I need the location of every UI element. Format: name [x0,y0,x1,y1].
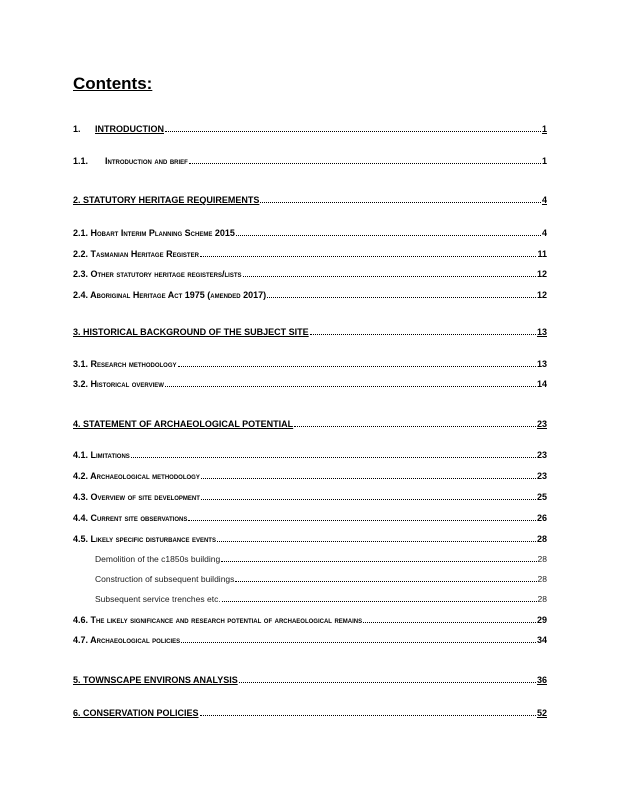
toc-page-number: 23 [536,471,547,481]
dot-leader [217,541,536,542]
toc-entry-label: 4.3. Overview of site development [73,492,200,502]
toc-page-number: 4 [541,195,547,205]
toc-page-number: 34 [536,635,547,645]
toc-page-number: 1 [541,124,547,134]
toc-page-number: 29 [536,615,547,625]
toc-entry-statutory-heritage-requirements[interactable] [73,192,547,206]
toc-entry-label: 2.1. Hobart Interim Planning Scheme 2015 [73,228,235,238]
dot-leader [200,256,537,257]
toc-page-number: 13 [536,327,547,337]
toc-entry-historical-overview[interactable] [73,376,547,390]
toc-page-number: 25 [536,492,547,502]
toc-entry-label: 3.2. Historical overview [73,379,164,389]
toc-entry-aboriginal-heritage-act[interactable] [73,287,547,301]
toc-entry-label: 3.1. Research methodology [73,359,177,369]
toc-page-number: 12 [536,269,547,279]
dot-leader [310,334,536,335]
toc-page-number: 52 [536,708,547,718]
toc-entry-other-statutory-registers[interactable] [73,266,547,280]
toc-entry-label: 2. STATUTORY HERITAGE REQUIREMENTS [73,195,260,205]
toc-page-number: 28 [537,574,547,584]
dot-leader [188,520,536,521]
toc-page-number: 4 [541,228,547,238]
toc-page-number: 13 [536,359,547,369]
dot-leader [178,366,536,367]
toc-entry-label: 4.2. Archaeological methodology [73,471,200,481]
toc-page-number: 11 [537,249,547,259]
toc-page-number: 28 [537,554,547,564]
dot-leader [189,163,541,164]
toc-entry-archaeological-policies[interactable] [73,632,547,646]
toc-entry-conservation-policies[interactable] [73,705,547,719]
dot-leader [181,642,536,643]
dot-leader [294,426,536,427]
toc-page-number: 1 [541,156,547,166]
toc-page-number: 14 [536,379,547,389]
dot-leader [201,478,536,479]
toc-entry-label: 2.2. Tasmanian Heritage Register [73,249,199,259]
dot-leader [200,715,536,716]
toc-entry-label: 4. STATEMENT OF ARCHAEOLOGICAL POTENTIAL [73,419,294,429]
toc-entry-disturbance-events[interactable] [73,531,547,545]
dot-leader [235,581,536,582]
dot-leader [221,561,536,562]
toc-entry-construction[interactable] [95,571,547,585]
toc-entry-label: 4.6. The likely significance and research potential of archaeological remains [73,615,363,625]
toc-entry-research-methodology[interactable] [73,356,547,370]
dot-leader [131,457,536,458]
toc-entry-label: 1.1. Introduction and brief [73,156,188,166]
toc-page-number: 23 [536,419,547,429]
toc-entry-service-trenches[interactable] [95,591,547,605]
toc-entry-label: 4.5. Likely specific disturbance events [73,534,216,544]
dot-leader [236,235,541,236]
toc-entry-archaeological-potential[interactable] [73,416,547,430]
dot-leader [201,499,536,500]
toc-entry-label: 3. HISTORICAL BACKGROUND OF THE SUBJECT SITE [73,327,309,337]
toc-page-number: 36 [536,675,547,685]
toc-entry-demolition[interactable] [95,551,547,565]
dot-leader [239,682,536,683]
dot-leader [267,297,536,298]
toc-page-number: 23 [536,450,547,460]
dot-leader [222,601,537,602]
toc-entry-townscape-environs[interactable] [73,672,547,686]
toc-entry-label: 5. TOWNSCAPE ENVIRONS ANALYSIS [73,675,238,685]
toc-entry-introduction-and-brief[interactable] [73,153,547,167]
dot-leader [363,622,536,623]
toc-entry-hobart-interim-planning-scheme[interactable] [73,225,547,239]
toc-entry-historical-background[interactable] [73,324,547,338]
toc-page-number: 28 [536,534,547,544]
toc-entry-label: 4.7. Archaeological policies [73,635,181,645]
contents-title: Contents: [73,74,153,93]
toc-entry-label: Subsequent service trenches etc. [95,594,221,604]
toc-entry-significance-research-potential[interactable] [73,612,547,626]
dot-leader [165,131,541,132]
dot-leader [260,202,541,203]
toc-entry-label: 4.1. Limitations [73,450,130,460]
toc-page-number: 28 [537,594,547,604]
toc-page-number: 26 [536,513,547,523]
toc-entry-label: 2.3. Other statutory heritage registers/lists [73,269,242,279]
toc-entry-introduction[interactable] [73,121,547,135]
toc-entry-overview-site-development[interactable] [73,489,547,503]
toc-entry-label: Construction of subsequent buildings [95,574,235,584]
toc-entry-limitations[interactable] [73,447,547,461]
toc-entry-tasmanian-heritage-register[interactable] [73,246,547,260]
toc-entry-current-site-observations[interactable] [73,510,547,524]
toc-page-number: 12 [536,290,547,300]
toc-entry-label: Demolition of the c1850s building [95,554,221,564]
toc-entry-archaeological-methodology[interactable] [73,468,547,482]
dot-leader [243,276,536,277]
toc-entry-label: 2.4. Aboriginal Heritage Act 1975 (amended 2017) [73,290,267,300]
dot-leader [165,386,536,387]
toc-entry-label: 1. INTRODUCTION [73,124,164,134]
toc-entry-label: 6. CONSERVATION POLICIES [73,708,199,718]
toc-entry-label: 4.4. Current site observations [73,513,188,523]
